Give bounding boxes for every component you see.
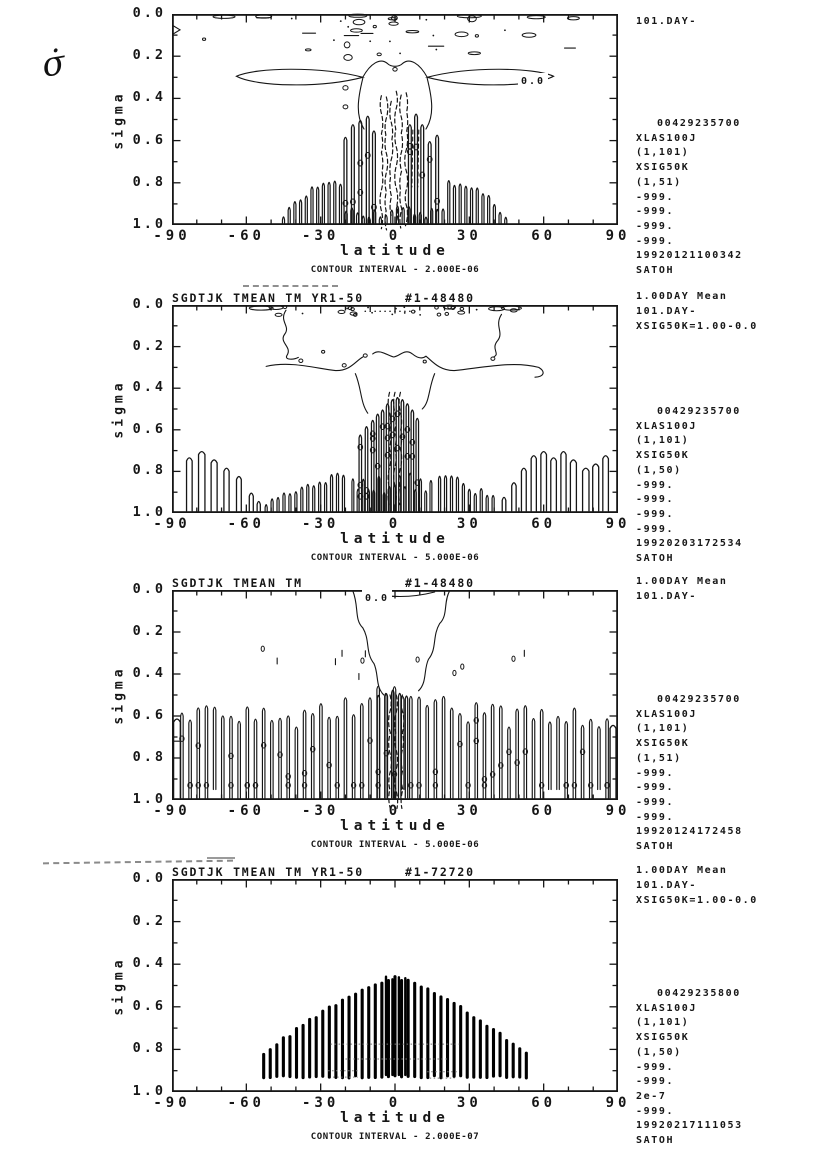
y-tick-label: 0.6 <box>132 997 166 1014</box>
x-tick-label: 0 <box>388 1095 402 1111</box>
y-axis-label: sigma <box>111 955 127 1016</box>
side-annotation-line: XSIG50K=1.00-0.0 <box>636 895 758 906</box>
side-annotation-line: -999. <box>636 1061 675 1073</box>
contour-artwork <box>187 305 609 512</box>
x-tick-label: -30 <box>302 803 340 819</box>
side-annotation-line: 19920217111053 <box>636 1120 743 1132</box>
scan-artifact-dash <box>243 285 338 287</box>
side-annotation-line: 1.00DAY Mean <box>636 865 728 876</box>
x-tick-label: -30 <box>302 1095 340 1111</box>
y-tick-label: 0.4 <box>132 955 166 972</box>
y-tick-label: 0.6 <box>132 131 166 148</box>
y-tick-label: 0.2 <box>132 337 166 354</box>
y-tick-label: 0.2 <box>132 912 166 929</box>
side-annotation-line: -999. <box>636 235 675 247</box>
side-annotation-line: (1,101) <box>636 723 690 735</box>
y-tick-label: 0.0 <box>132 870 166 886</box>
side-annotation-line: 101.DAY- <box>636 16 697 27</box>
side-annotation-line: (1,51) <box>636 752 682 764</box>
contour-interval-label: CONTOUR INTERVAL - 2.000E-06 <box>310 265 480 275</box>
contour-artwork <box>174 591 616 808</box>
panel-frame-counter: #1-48480 <box>405 576 475 590</box>
side-annotation-line: SATOH <box>636 1135 675 1146</box>
y-tick-label: 1.0 <box>132 216 166 232</box>
x-tick-label: -90 <box>153 803 191 819</box>
side-annotation-line: -999. <box>636 508 675 520</box>
side-run-stamp: 00429235700 <box>657 406 741 417</box>
y-tick-label: 0.0 <box>132 296 166 312</box>
side-annotation-line: XSIG50K <box>636 738 690 750</box>
zero-contour-label: 0.0 <box>364 593 390 604</box>
side-annotation-line: -999. <box>636 767 675 779</box>
x-tick-label: 30 <box>456 803 482 819</box>
side-annotation-line: 19920124172458 <box>636 826 743 838</box>
side-annotation-line: XSIG50K <box>636 1032 690 1044</box>
y-tick-label: 0.8 <box>132 1040 166 1057</box>
contour-plot-2 <box>172 305 618 513</box>
x-tick-label: -60 <box>227 516 265 532</box>
y-tick-label: 0.8 <box>132 173 166 190</box>
scan-artifact-dash <box>43 860 233 865</box>
side-annotation-line: (1,101) <box>636 1017 690 1029</box>
side-annotation-line: XSIG50K=1.00-0.0 <box>636 321 758 332</box>
side-annotation-line: -999. <box>636 494 675 506</box>
side-annotation-line: (1,101) <box>636 147 690 159</box>
side-annotation-line: -999. <box>636 1105 675 1117</box>
side-annotation-line: -999. <box>636 220 675 232</box>
y-tick-label: 0.4 <box>132 379 166 396</box>
contour-interval-label: CONTOUR INTERVAL - 5.000E-06 <box>310 840 480 850</box>
y-axis-label: sigma <box>111 89 127 150</box>
side-annotation-line: XSIG50K <box>636 162 690 174</box>
side-annotation-line: SATOH <box>636 265 675 276</box>
side-run-stamp: 00429235700 <box>657 694 741 705</box>
side-run-stamp: 00429235700 <box>657 118 741 129</box>
side-annotation-line: (1,101) <box>636 435 690 447</box>
y-axis-label: sigma <box>111 379 127 439</box>
y-tick-label: 0.4 <box>132 665 166 681</box>
x-tick-label: -90 <box>153 516 191 532</box>
panel-title: SGDTJK TMEAN TM <box>172 576 303 590</box>
side-annotation-line: -999. <box>636 1076 675 1088</box>
panel-frame-counter: #1-48480 <box>405 291 475 305</box>
y-tick-label: 0.6 <box>132 707 166 723</box>
x-tick-label: -30 <box>302 516 340 532</box>
side-annotation-line: -999. <box>636 782 675 794</box>
contour-plot-1 <box>172 14 618 225</box>
panel-frame-counter: #1-72720 <box>405 865 475 879</box>
side-annotation-line: 101.DAY- <box>636 306 697 317</box>
side-annotation-line: XSIG50K <box>636 450 690 462</box>
y-tick-label: 0.0 <box>132 581 166 597</box>
x-tick-label: 60 <box>531 803 557 819</box>
side-annotation-line: -999. <box>636 191 675 203</box>
x-tick-label: 0 <box>388 516 402 532</box>
side-annotation-line: 19920121100342 <box>636 250 743 262</box>
x-tick-label: -90 <box>153 228 191 244</box>
x-tick-label: 0 <box>388 803 402 819</box>
x-axis-label: latitude <box>340 818 450 834</box>
x-tick-label: 0 <box>388 228 402 244</box>
side-annotation-line: -999. <box>636 811 675 823</box>
side-annotation-line: 2e-7 <box>636 1090 667 1102</box>
x-tick-label: 90 <box>605 803 631 819</box>
x-tick-label: 30 <box>456 228 482 244</box>
side-run-stamp: 00429235800 <box>657 988 741 999</box>
side-annotation-line: XLAS100J <box>636 420 697 432</box>
plot-frame-group <box>173 591 617 799</box>
x-tick-label: -60 <box>227 1095 265 1111</box>
side-annotation-line: 1.00DAY Mean <box>636 576 728 587</box>
panel-title: SGDTJK TMEAN TM YR1-50 <box>172 291 364 305</box>
contour-artwork <box>264 977 527 1078</box>
contour-interval-label: CONTOUR INTERVAL - 5.000E-06 <box>310 553 480 563</box>
panel-title: SGDTJK TMEAN TM YR1-50 <box>172 865 364 879</box>
side-annotation-line: XLAS100J <box>636 708 697 720</box>
side-annotation-line: -999. <box>636 479 675 491</box>
side-annotation-line: 19920203172534 <box>636 538 743 550</box>
x-tick-label: 90 <box>605 228 631 244</box>
side-annotation-line: (1,50) <box>636 1046 682 1058</box>
side-annotation-line: XLAS100J <box>636 132 697 144</box>
x-tick-label: 30 <box>456 1095 482 1111</box>
side-annotation-line: XLAS100J <box>636 1002 697 1014</box>
x-tick-label: -90 <box>153 1095 191 1111</box>
x-tick-label: -60 <box>227 228 265 244</box>
y-tick-label: 0.0 <box>132 5 166 21</box>
x-axis-label: latitude <box>340 1110 450 1126</box>
side-annotation-line: -999. <box>636 523 675 535</box>
side-annotation-line: -999. <box>636 796 675 808</box>
contour-plot-4 <box>172 879 618 1092</box>
y-tick-label: 1.0 <box>132 504 166 520</box>
side-annotation-line: 101.DAY- <box>636 880 697 891</box>
y-axis-label: sigma <box>111 665 127 725</box>
x-tick-label: 30 <box>456 516 482 532</box>
y-tick-label: 1.0 <box>132 1083 166 1099</box>
side-annotation-line: SATOH <box>636 553 675 564</box>
contour-artwork <box>173 14 579 230</box>
x-tick-label: -60 <box>227 803 265 819</box>
contour-plot-3 <box>172 590 618 800</box>
side-annotation-line: 101.DAY- <box>636 591 697 602</box>
side-annotation-line: (1,51) <box>636 176 682 188</box>
scan-artifact-dash <box>207 857 235 859</box>
side-annotation-line: SATOH <box>636 841 675 852</box>
x-tick-label: 90 <box>605 1095 631 1111</box>
y-tick-label: 0.8 <box>132 462 166 479</box>
contour-interval-label: CONTOUR INTERVAL - 2.000E-07 <box>310 1132 480 1142</box>
side-annotation-line: -999. <box>636 206 675 218</box>
x-tick-label: 60 <box>531 1095 557 1111</box>
x-tick-label: 60 <box>531 228 557 244</box>
y-tick-label: 0.2 <box>132 47 166 64</box>
side-annotation-line: 1.00DAY Mean <box>636 291 728 302</box>
x-axis-label: latitude <box>340 243 450 259</box>
y-tick-label: 0.6 <box>132 420 166 437</box>
y-tick-label: 0.4 <box>132 89 166 106</box>
x-tick-label: -30 <box>302 228 340 244</box>
handwritten-sigma-dot-annotation: σ̇ <box>38 42 69 86</box>
x-tick-label: 90 <box>605 516 631 532</box>
side-annotation-line: (1,50) <box>636 464 682 476</box>
y-tick-label: 0.2 <box>132 623 166 639</box>
zero-contour-label: 0.0 <box>520 76 546 87</box>
x-axis-label: latitude <box>340 531 450 547</box>
x-tick-label: 60 <box>531 516 557 532</box>
y-tick-label: 1.0 <box>132 791 166 807</box>
y-tick-label: 0.8 <box>132 749 166 765</box>
plot-frame <box>173 591 617 799</box>
